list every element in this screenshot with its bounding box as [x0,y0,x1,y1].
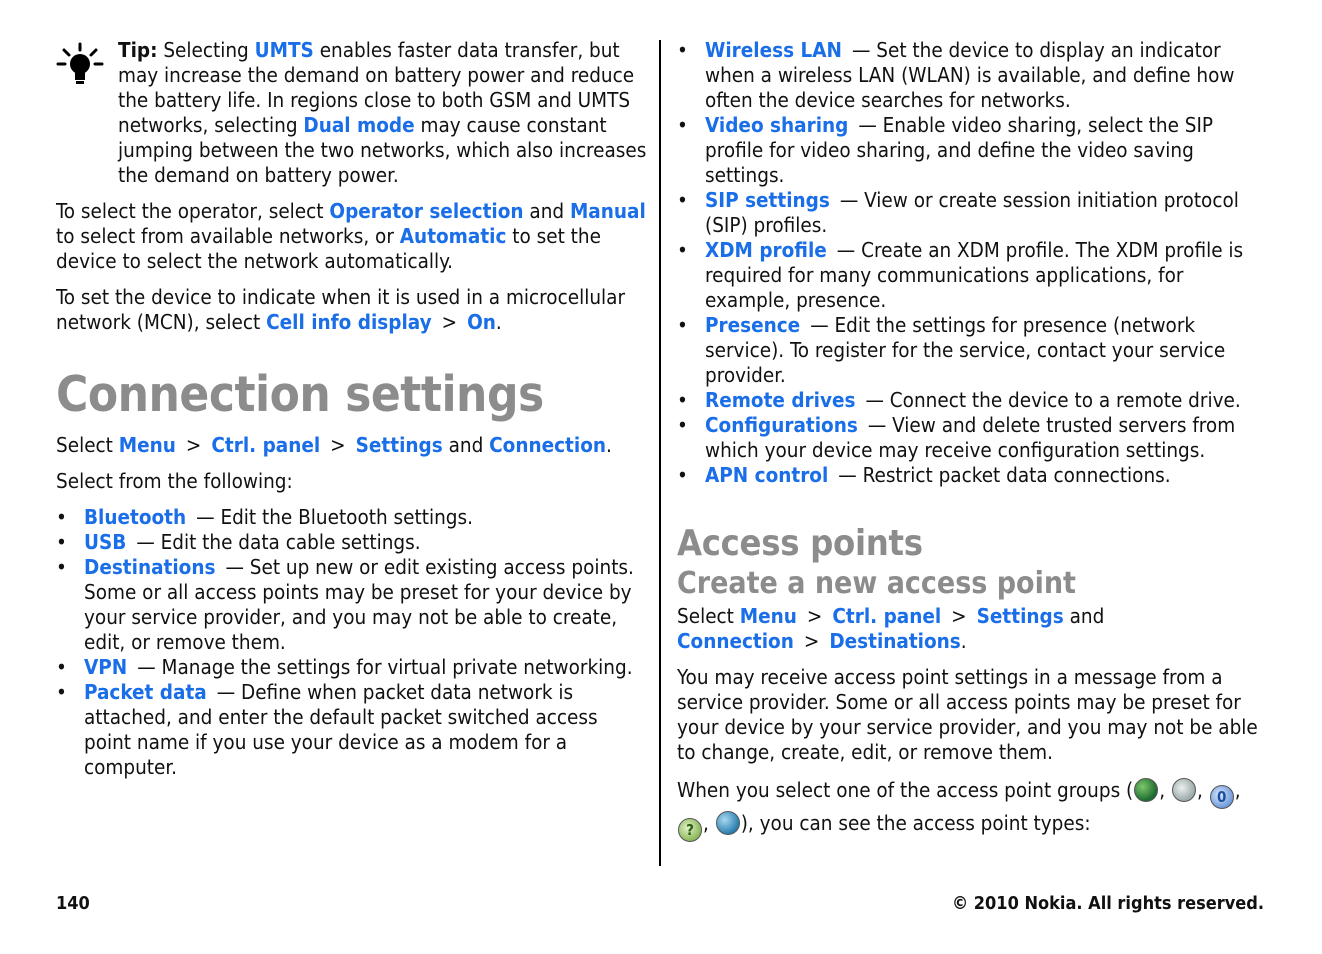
access-point-groups-paragraph [677,776,1269,842]
list-item [56,505,648,530]
list-item-keyword: Configurations [705,413,858,437]
list-item-keyword: APN control [705,463,829,487]
paragraph-text: and [1063,604,1105,628]
list-item-keyword: Destinations [84,555,216,579]
mcn-paragraph [56,285,648,335]
path-separator: > [185,433,202,457]
path-separator: > [806,604,823,628]
list-item [677,238,1269,313]
left-column [56,38,648,790]
globe-icon [716,811,740,835]
dual-mode-keyword: Dual mode [303,113,415,137]
list-item-description: — Enable video sharing, select the SIP profile for video sharing, and define the video saving settings. [705,113,1214,187]
list-item-description: — View or create session initiation protocol (SIP) profiles. [705,188,1239,237]
create-access-point-subheading: Create a new access point [677,566,1076,601]
paragraph-text: . [495,310,502,334]
menu-path [677,604,1269,654]
list-item-keyword: USB [84,530,127,554]
connection-settings-list-continued [677,38,1269,488]
tip-label: Tip: [118,38,158,62]
list-item [677,313,1269,388]
paragraph-text: to set the device to select the network automatically. [56,224,601,273]
connection-settings-list [56,505,648,780]
settings-keyword: Settings [355,433,443,457]
list-item [677,113,1269,188]
list-item [56,655,648,680]
list-item [677,188,1269,238]
connection-keyword: Connection [489,433,606,457]
cell-info-display-keyword: Cell info display [266,310,432,334]
list-item-keyword: VPN [84,655,128,679]
list-item-description: — View and delete trusted servers from which your device may receive configuration settings. [705,413,1236,462]
lightbulb-tip-icon [56,42,104,86]
list-item [677,388,1269,413]
comma: , [1159,778,1171,802]
paragraph-text: . [960,629,967,653]
list-item-keyword: Wireless LAN [705,38,842,62]
automatic-keyword: Automatic [399,224,507,248]
zero-icon: 0 [1210,785,1234,809]
menu-keyword: Menu [118,433,176,457]
list-item-description: — Manage the settings for virtual private networking. [137,655,633,679]
paragraph-text: . [606,433,612,457]
tip-text: Selecting [157,38,255,62]
ctrl-panel-keyword: Ctrl. panel [832,604,942,628]
column-divider [659,40,661,866]
list-item [677,38,1269,113]
umts-keyword: UMTS [254,38,314,62]
access-point-info-paragraph: You may receive access point settings in a message from a service provider. Some or all access points may be preset for your device by your service provider, and you may not be able to change, create, edit, or remove them. [677,665,1258,764]
ctrl-panel-keyword: Ctrl. panel [211,433,321,457]
paragraph-text: to select from available networks, or [56,224,400,248]
mail-icon [1172,778,1196,802]
on-keyword: On [467,310,496,334]
help-icon: ? [678,818,702,842]
list-item-description: — Connect the device to a remote drive. [865,388,1241,412]
path-separator: > [803,629,820,653]
tip-text: enables faster data transfer, but may increase the demand on battery power and reduce the battery life. In regions close to both GSM and UMTS networks, selecting [118,38,635,137]
menu-keyword: Menu [739,604,797,628]
list-item [56,555,648,655]
paragraph-text: and [442,433,490,457]
list-item-keyword: XDM profile [705,238,827,262]
list-item-keyword: Packet data [84,680,207,704]
tip-block [56,38,648,188]
operator-selection-keyword: Operator selection [329,199,524,223]
globe-icon [1134,778,1158,802]
path-separator: > [441,310,458,334]
list-item-description: — Set the device to display an indicator when a wireless LAN (WLAN) is available, and define how often the device searches for networks. [705,38,1235,112]
list-item [677,463,1269,488]
path-separator: > [951,604,967,628]
list-item-description: — Define when packet data network is attached, and enter the default packet switched access point name if you use your device as a modem for a computer. [84,680,598,779]
menu-path [56,433,648,458]
list-item-description: — Restrict packet data connections. [838,463,1171,487]
operator-paragraph [56,199,648,274]
list-item-description: — Create an XDM profile. The XDM profile is required for many communications applications, for example, presence. [705,238,1244,312]
list-item-description: — Edit the data cable settings. [136,530,421,554]
list-item-description: — Set up new or edit existing access points. Some or all access points may be preset for your device by your service provider, and you may not be able to create, edit, or remove them. [84,555,634,654]
copyright-notice: © 2010 Nokia. All rights reserved. [951,893,1264,914]
settings-keyword: Settings [976,604,1064,628]
paragraph-text: To select the operator, select [56,199,330,223]
list-item-keyword: SIP settings [705,188,830,212]
paragraph-text: When you select one of the access point groups ( [677,778,1134,802]
list-item-description: — Edit the settings for presence (network service). To register for the service, contact your service provider. [705,313,1226,387]
comma: , [1234,778,1241,802]
page-number: 140 [56,893,90,914]
list-item-keyword: Remote drives [705,388,856,412]
connection-keyword: Connection [677,629,794,653]
paragraph-text: Select [677,604,740,628]
access-points-heading: Access points [677,523,923,564]
manual-keyword: Manual [569,199,646,223]
connection-settings-heading: Connection settings [56,366,544,423]
destinations-keyword: Destinations [829,629,961,653]
paragraph-text: To set the device to indicate when it is used in a microcellular network (MCN), select [56,285,626,334]
tip-text: may cause constant jumping between the two networks, which also increases the demand on battery power. [118,113,647,187]
comma: , [703,811,715,835]
list-item [56,530,648,555]
list-item [56,680,648,780]
comma: , [1196,778,1209,802]
list-item [677,413,1269,463]
list-item-keyword: Video sharing [705,113,849,137]
select-from-text: Select from the following: [56,469,293,493]
list-item-keyword: Bluetooth [84,505,187,529]
list-item-keyword: Presence [705,313,801,337]
paragraph-text: Select [56,433,119,457]
paragraph-text: and [523,199,570,223]
paragraph-text: ), you can see the access point types: [740,811,1091,835]
path-separator: > [330,433,346,457]
right-column [677,38,1269,853]
list-item-description: — Edit the Bluetooth settings. [196,505,473,529]
